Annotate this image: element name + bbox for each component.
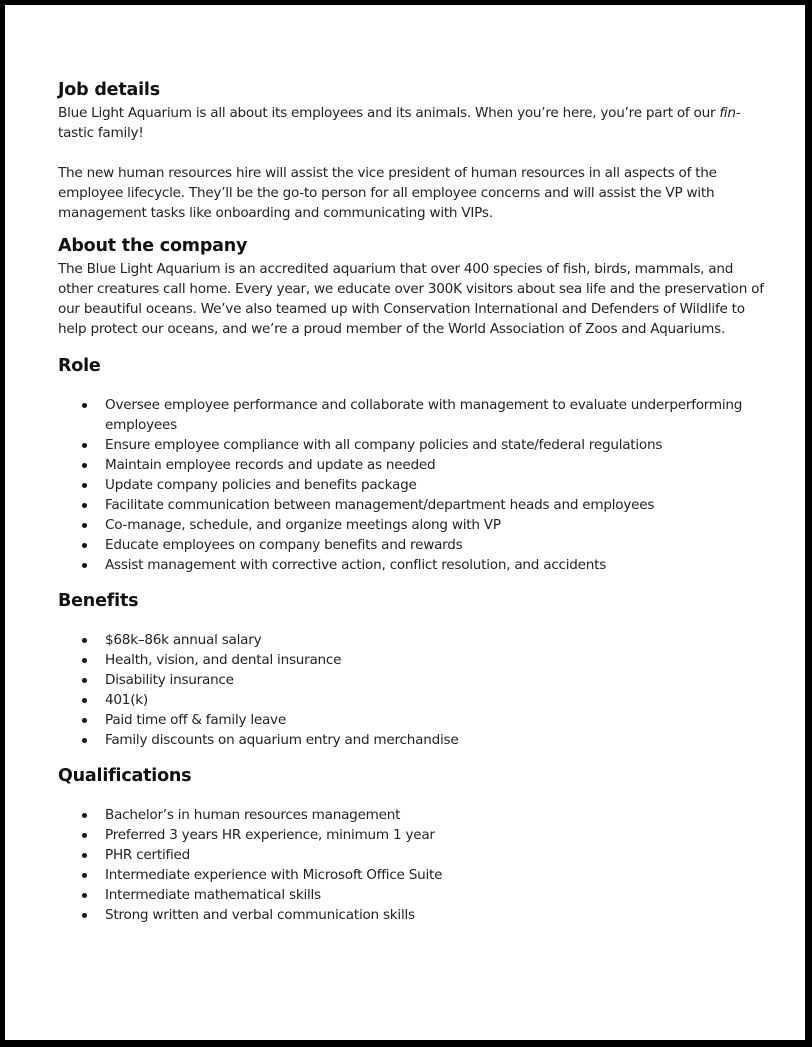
list-item-text: Disability insurance xyxy=(105,672,234,688)
list-item-text: Maintain employee records and update as needed xyxy=(105,457,436,473)
list-item-text: Update company policies and benefits package xyxy=(105,477,417,493)
list-item xyxy=(58,395,770,435)
list-item xyxy=(58,630,770,650)
paragraph-gap xyxy=(58,143,770,163)
bullet-icon xyxy=(82,483,87,488)
list-item-text: Strong written and verbal communication skills xyxy=(105,907,415,923)
list-item xyxy=(58,555,770,575)
list-item-text: $68k–86k annual salary xyxy=(105,632,262,648)
list-item xyxy=(58,905,770,925)
list-item xyxy=(58,455,770,475)
bullet-icon xyxy=(82,853,87,858)
qualifications-list xyxy=(58,805,770,925)
bullet-icon xyxy=(82,443,87,448)
list-item xyxy=(58,435,770,455)
list-item-text: 401(k) xyxy=(105,692,148,708)
document-content xyxy=(58,77,770,925)
list-item xyxy=(58,885,770,905)
list-item-text: Health, vision, and dental insurance xyxy=(105,652,342,668)
bullet-icon xyxy=(82,738,87,743)
bullet-icon xyxy=(82,463,87,468)
bullet-icon xyxy=(82,563,87,568)
about-section xyxy=(58,233,770,339)
role-heading: Role xyxy=(58,356,101,376)
list-item-text: Co-manage, schedule, and organize meetings along with VP xyxy=(105,517,501,533)
bullet-icon xyxy=(82,658,87,663)
job-details-intro xyxy=(58,103,770,143)
bullet-icon xyxy=(82,403,87,408)
list-item xyxy=(58,650,770,670)
bullet-icon xyxy=(82,913,87,918)
role-list xyxy=(58,395,770,575)
benefits-section xyxy=(58,588,770,750)
list-item xyxy=(58,475,770,495)
benefits-heading: Benefits xyxy=(58,591,139,611)
job-details-description: The new human resources hire will assist the vice president of human resources in all aspects of the employee lifecycle. They’ll be the go-to person for all employee concerns and will assist the VP with management tasks like onboarding and communicating with VIPs. xyxy=(58,165,717,221)
list-item-text: Ensure employee compliance with all company policies and state/federal regulations xyxy=(105,437,663,453)
bullet-icon xyxy=(82,718,87,723)
list-item xyxy=(58,805,770,825)
list-item-text: Family discounts on aquarium entry and merchandise xyxy=(105,732,459,748)
bullet-icon xyxy=(82,873,87,878)
list-item xyxy=(58,515,770,535)
bullet-icon xyxy=(82,543,87,548)
list-item-text: Educate employees on company benefits and rewards xyxy=(105,537,463,553)
list-item xyxy=(58,825,770,845)
list-item xyxy=(58,845,770,865)
role-section xyxy=(58,353,770,575)
bullet-icon xyxy=(82,893,87,898)
job-details-section xyxy=(58,77,770,223)
list-item xyxy=(58,495,770,515)
bullet-icon xyxy=(82,678,87,683)
qualifications-section xyxy=(58,763,770,925)
list-item-text: Oversee employee performance and collaborate with management to evaluate underperforming employees xyxy=(105,397,743,433)
list-item xyxy=(58,690,770,710)
list-item-text: PHR certified xyxy=(105,847,191,863)
about-body: The Blue Light Aquarium is an accredited aquarium that over 400 species of fish, birds, mammals, and other creatures call home. Every year, we educate over 300K visitors about sea life and the preservation of our beautiful oceans. We’ve also teamed up with Conservation International and Defenders of Wildlife to help protect our oceans, and we’re a proud member of the World Association of Zoos and Aquariums. xyxy=(58,261,764,337)
list-item xyxy=(58,670,770,690)
bullet-icon xyxy=(82,813,87,818)
list-item xyxy=(58,865,770,885)
list-item-text: Assist management with corrective action, conflict resolution, and accidents xyxy=(105,557,607,573)
list-item xyxy=(58,710,770,730)
list-item xyxy=(58,730,770,750)
job-details-intro-italic: fin xyxy=(719,105,736,121)
bullet-icon xyxy=(82,523,87,528)
list-item-text: Paid time off & family leave xyxy=(105,712,286,728)
list-item xyxy=(58,535,770,555)
job-details-intro-tail: -tastic family! xyxy=(58,105,741,141)
list-item-text: Facilitate communication between management/department heads and employees xyxy=(105,497,655,513)
benefits-list xyxy=(58,630,770,750)
list-item-text: Bachelor’s in human resources management xyxy=(105,807,401,823)
bullet-icon xyxy=(82,833,87,838)
list-item-text: Intermediate mathematical skills xyxy=(105,887,321,903)
bullet-icon xyxy=(82,698,87,703)
bullet-icon xyxy=(82,503,87,508)
qualifications-heading: Qualifications xyxy=(58,766,192,786)
job-details-heading: Job details xyxy=(58,80,160,100)
list-item-text: Preferred 3 years HR experience, minimum 1 year xyxy=(105,827,435,843)
about-heading: About the company xyxy=(58,236,248,256)
job-details-intro-text: Blue Light Aquarium is all about its employees and its animals. When you’re here, you’re part of our xyxy=(58,105,720,121)
bullet-icon xyxy=(82,638,87,643)
list-item-text: Intermediate experience with Microsoft Office Suite xyxy=(105,867,443,883)
